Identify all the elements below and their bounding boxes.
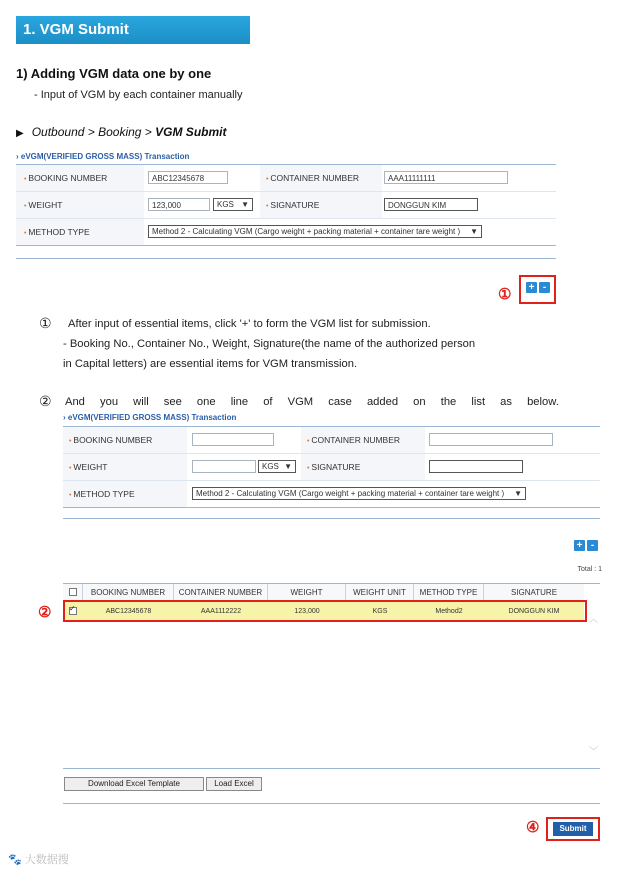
step2-word: VGM xyxy=(287,396,314,408)
cell-container-number: AAA1112222 xyxy=(200,608,242,615)
chevron-down-icon: ▼ xyxy=(241,200,249,209)
weight-unit-value: KGS xyxy=(217,200,234,209)
form-row-method xyxy=(63,481,600,507)
panel2-form xyxy=(63,426,600,508)
subheading: - Input of VGM by each container manually xyxy=(34,89,243,101)
breadcrumb-current: VGM Submit xyxy=(155,125,227,139)
scroll-down-icon[interactable]: ﹀ xyxy=(589,746,599,756)
divider xyxy=(63,803,600,804)
weight-label: • WEIGHT xyxy=(24,200,62,210)
method-type-select[interactable] xyxy=(148,225,482,238)
container-number-input[interactable] xyxy=(429,433,553,446)
step2-word: line xyxy=(230,396,249,408)
booking-number-input[interactable] xyxy=(192,433,274,446)
method-type-label: • METHOD TYPE xyxy=(24,227,90,237)
step2-word: of xyxy=(263,396,273,408)
method-type-select[interactable] xyxy=(192,487,526,500)
marker-4: ④ xyxy=(526,819,540,836)
add-row-button[interactable]: + xyxy=(574,540,585,551)
step2-word: will xyxy=(133,396,149,408)
remove-row-button[interactable]: - xyxy=(587,540,598,551)
cell-method-type: Method2 xyxy=(435,608,463,615)
step1-number: ① xyxy=(39,315,52,331)
breadcrumb xyxy=(16,125,226,139)
booking-number-input[interactable]: ABC12345678 xyxy=(148,171,228,184)
weight-unit-value: KGS xyxy=(262,462,279,471)
check-icon: ✓ xyxy=(69,604,76,613)
cell-booking-number: ABC12345678 xyxy=(105,608,152,615)
col-weight[interactable]: WEIGHT xyxy=(268,584,346,601)
chevron-down-icon: ▼ xyxy=(514,489,522,498)
play-icon: ▶ xyxy=(16,128,24,139)
step2-sentence xyxy=(65,393,559,412)
step2-word: you xyxy=(100,396,119,408)
step2-word: see xyxy=(163,396,182,408)
weight-label: • WEIGHT xyxy=(69,462,107,472)
method-type-value: Method 2 - Calculating VGM (Cargo weight + packing material + container tare weight ) xyxy=(152,227,461,236)
add-button-highlight xyxy=(519,275,556,304)
form-row-booking xyxy=(63,427,600,454)
method-type-value: Method 2 - Calculating VGM (Cargo weight + packing material + container tare weight ) xyxy=(196,489,505,498)
step2-word: on xyxy=(413,396,426,408)
step2-word: And xyxy=(65,396,85,408)
divider xyxy=(63,518,600,519)
signature-input[interactable]: DONGGUN KIM xyxy=(384,198,478,211)
add-row-button[interactable]: + xyxy=(526,282,537,293)
section-title-banner: 1. VGM Submit xyxy=(16,16,250,44)
col-signature[interactable]: SIGNATURE xyxy=(484,584,584,601)
select-all-checkbox[interactable] xyxy=(69,588,77,596)
heading: 1) Adding VGM data one by one xyxy=(16,66,212,81)
remove-row-button[interactable]: - xyxy=(539,282,550,293)
watermark: 🐾 大数据搜 xyxy=(8,854,69,866)
step2-word: as xyxy=(500,396,512,408)
container-number-label: • CONTAINER NUMBER xyxy=(307,435,400,445)
row-highlight xyxy=(63,600,587,622)
scroll-up-icon[interactable]: ︿ xyxy=(589,614,599,624)
marker-1: ① xyxy=(498,286,512,303)
cell-weight: 123,000 xyxy=(294,608,320,615)
breadcrumb-path: Outbound > Booking > xyxy=(31,125,156,139)
weight-unit-select[interactable] xyxy=(258,460,296,473)
step1-line2: - Booking No., Container No., Weight, Signature(the name of the authorized person xyxy=(63,338,476,350)
download-excel-template-button[interactable]: Download Excel Template xyxy=(64,777,204,791)
step2-word: list xyxy=(471,396,486,408)
form-row-weight xyxy=(63,454,600,481)
step1-line3: in Capital letters) are essential items for VGM transmission. xyxy=(63,358,358,370)
weight-unit-select[interactable] xyxy=(213,198,253,211)
panel2-title: › eVGM(VERIFIED GROSS MASS) Transaction xyxy=(63,413,237,422)
panel1-form xyxy=(16,164,556,246)
divider xyxy=(63,768,600,769)
step2-number: ② xyxy=(39,393,52,409)
signature-input[interactable] xyxy=(429,460,523,473)
method-type-label: • METHOD TYPE xyxy=(69,489,135,499)
submit-button[interactable]: Submit xyxy=(553,822,593,836)
form-row-method xyxy=(16,219,556,245)
step2-word: one xyxy=(196,396,216,408)
marker-2: ② xyxy=(38,604,52,621)
col-method-type[interactable]: METHOD TYPE xyxy=(414,584,484,601)
panel1-title: › eVGM(VERIFIED GROSS MASS) Transaction xyxy=(16,152,190,161)
cell-weight-unit: KGS xyxy=(372,608,388,615)
col-booking-number[interactable]: BOOKING NUMBER xyxy=(83,584,174,601)
step2-word: the xyxy=(440,396,457,408)
container-number-input[interactable]: AAA11111111 xyxy=(384,171,508,184)
step1-line1: After input of essential items, click '+' to form the VGM list for submission. xyxy=(68,318,431,330)
form-row-weight xyxy=(16,192,556,219)
total-count: Total : 1 xyxy=(577,566,602,573)
header-checkbox-cell xyxy=(63,584,83,601)
booking-number-label: • BOOKING NUMBER xyxy=(69,435,152,445)
container-number-label: • CONTAINER NUMBER xyxy=(266,173,359,183)
col-weight-unit[interactable]: WEIGHT UNIT xyxy=(346,584,414,601)
step2-word: added xyxy=(366,396,399,408)
load-excel-button[interactable]: Load Excel xyxy=(206,777,262,791)
booking-number-label: • BOOKING NUMBER xyxy=(24,173,107,183)
step2-word: case xyxy=(328,396,352,408)
step2-word: below. xyxy=(527,396,559,408)
weight-input[interactable] xyxy=(192,460,256,473)
form-row-booking xyxy=(16,165,556,192)
cell-signature: DONGGUN KIM xyxy=(508,608,560,615)
signature-label: • SIGNATURE xyxy=(307,462,360,472)
divider xyxy=(16,258,556,259)
col-container-number[interactable]: CONTAINER NUMBER xyxy=(174,584,268,601)
signature-label: • SIGNATURE xyxy=(266,200,319,210)
chevron-down-icon: ▼ xyxy=(470,227,478,236)
weight-input[interactable]: 123,000 xyxy=(148,198,210,211)
chevron-down-icon: ▼ xyxy=(284,462,292,471)
